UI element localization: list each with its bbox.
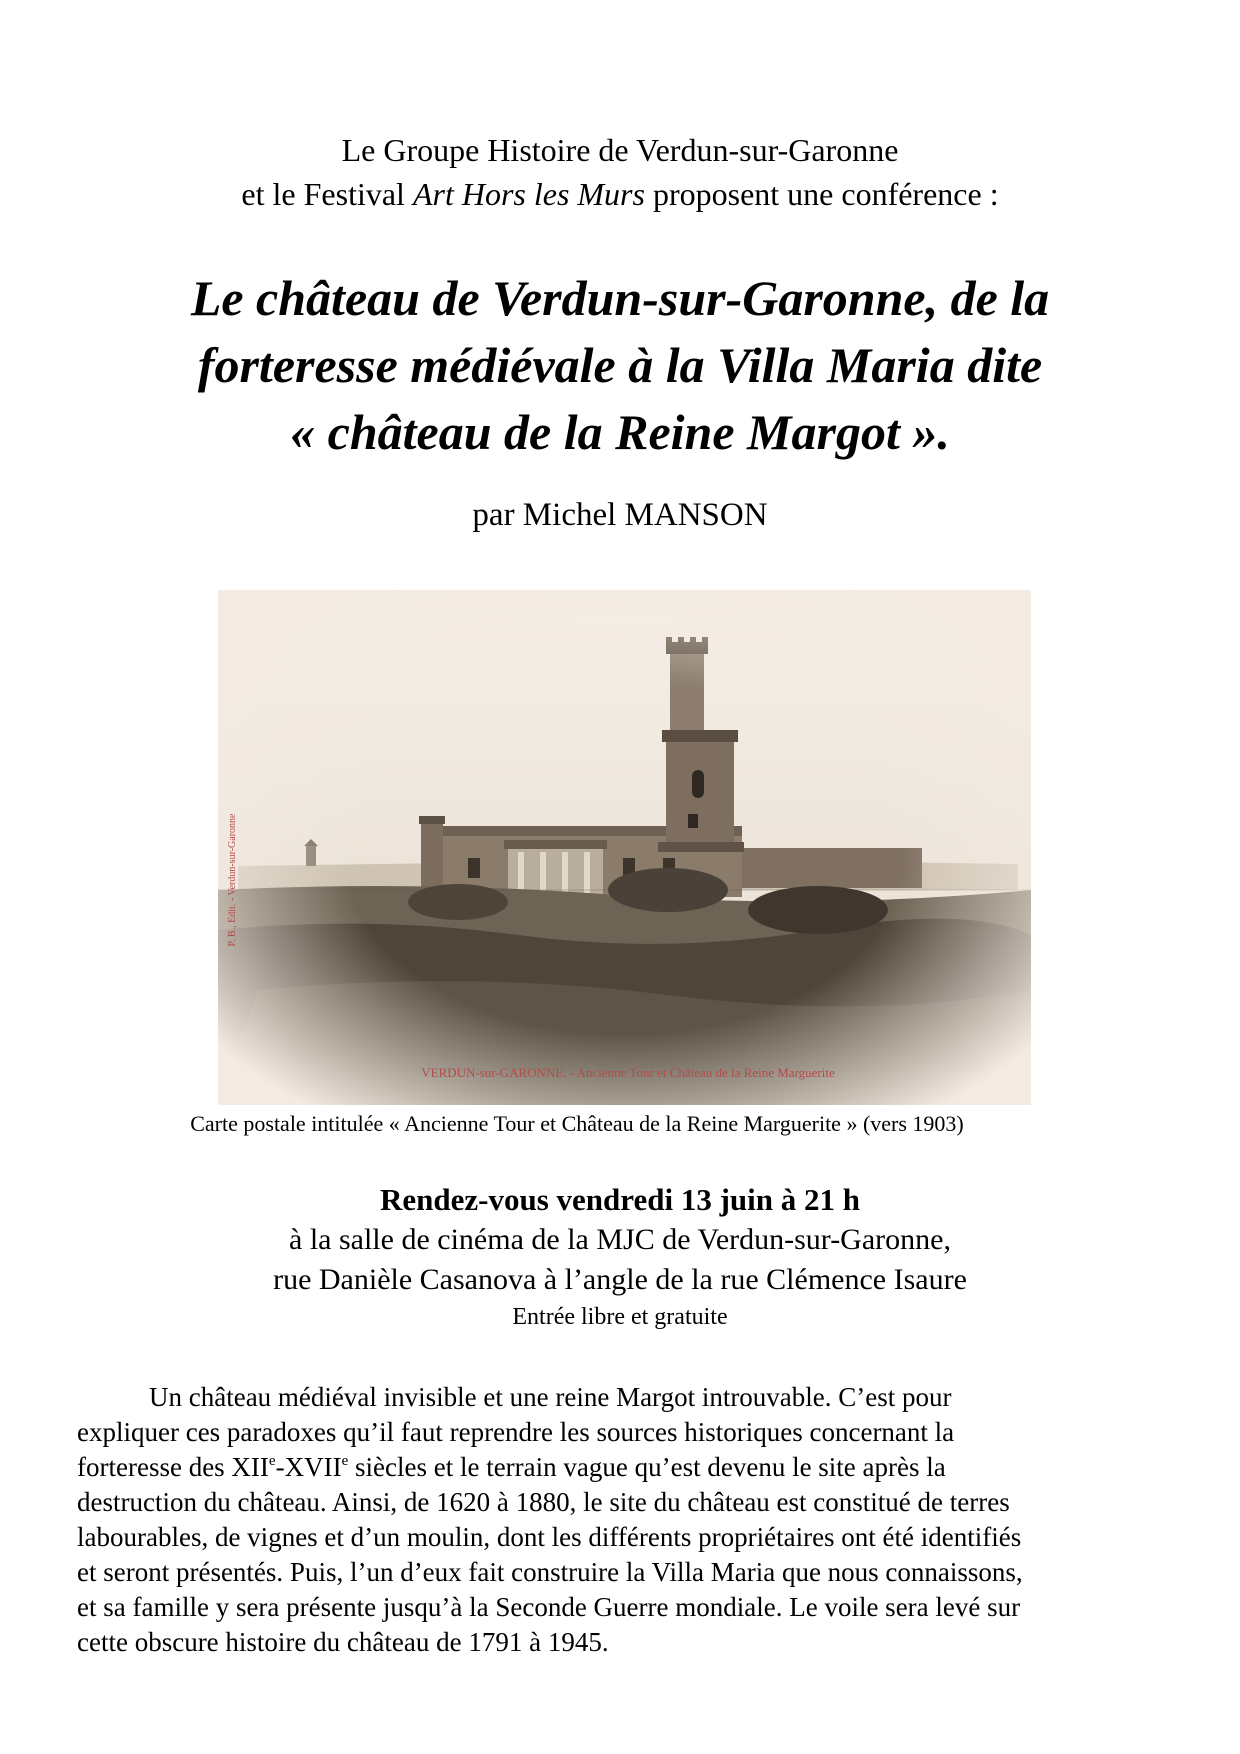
description-paragraph <box>77 1380 1117 1660</box>
intro-line-1: Le Groupe Histoire de Verdun-sur-Garonne <box>341 132 899 168</box>
intro-line-2-start: et le Festival <box>241 176 413 212</box>
rendezvous-place: à la salle de cinéma de la MJC de Verdun-sur-Garonne, <box>289 1223 951 1256</box>
postcard-bottom-caption: VERDUN-sur-GARONNE. - Ancienne Tour et Château de la Reine Marguerite <box>421 1065 835 1080</box>
paragraph-line-8: cette obscure histoire du château de 1791 à 1945. <box>77 1627 609 1657</box>
paragraph-line-3-c: siècles et le terrain vague qu’est devenu le site après la <box>348 1452 946 1482</box>
paragraph-line-5: labourables, de vignes et d’un moulin, dont les différents propriétaires ont été identifiés <box>77 1522 1022 1552</box>
castle-postcard-image <box>218 590 1031 1105</box>
paragraph-line-2: expliquer ces paradoxes qu’il faut reprendre les sources historiques concernant la <box>77 1417 955 1447</box>
title-line-3: « château de la Reine Margot ». <box>290 404 950 460</box>
title-line-2: forteresse médiévale à la Villa Maria dite <box>197 337 1043 393</box>
rendezvous-address: rue Danièle Casanova à l’angle de la rue Clémence Isaure <box>273 1263 967 1296</box>
postcard-photo <box>218 590 1031 1105</box>
superscript-e-1: e <box>268 1453 276 1469</box>
conference-title <box>60 265 1180 466</box>
postcard-side-text: P. B., Edit. - Verdun-sur-Garonne <box>227 813 238 947</box>
paragraph-line-1: Un château médiéval invisible et une reine Margot introuvable. C’est pour <box>149 1382 952 1412</box>
title-line-1: Le château de Verdun-sur-Garonne, de la <box>190 270 1050 326</box>
paragraph-line-3-a: forteresse des XII <box>77 1452 269 1482</box>
rendezvous-entry: Entrée libre et gratuite <box>512 1304 728 1330</box>
intro-line-2 <box>0 172 1240 216</box>
paragraph-line-6: et seront présentés. Puis, l’un d’eux fait construire la Villa Maria que nous connaissons, <box>77 1557 1023 1587</box>
paragraph-line-3 <box>77 1450 1117 1485</box>
paragraph-line-3-b: -XVII <box>275 1452 342 1482</box>
rendezvous-date: Rendez-vous vendredi 13 juin à 21 h <box>380 1182 860 1217</box>
intro-line-2-end: proposent une conférence : <box>644 176 999 212</box>
author-line: par Michel MANSON <box>472 497 768 533</box>
superscript-e-2: e <box>341 1453 349 1469</box>
photo-caption: Carte postale intitulée « Ancienne Tour et Château de la Reine Marguerite » (vers 1903) <box>190 1111 964 1136</box>
festival-name: Art Hors les Murs <box>412 176 645 212</box>
paragraph-line-4: destruction du château. Ainsi, de 1620 à 1880, le site du château est constitué de terres <box>77 1487 1010 1517</box>
rendezvous-block <box>0 1180 1240 1334</box>
paragraph-line-7: et sa famille y sera présente jusqu’à la Seconde Guerre mondiale. Le voile sera levé sur <box>77 1592 1021 1622</box>
intro-block <box>0 128 1240 216</box>
